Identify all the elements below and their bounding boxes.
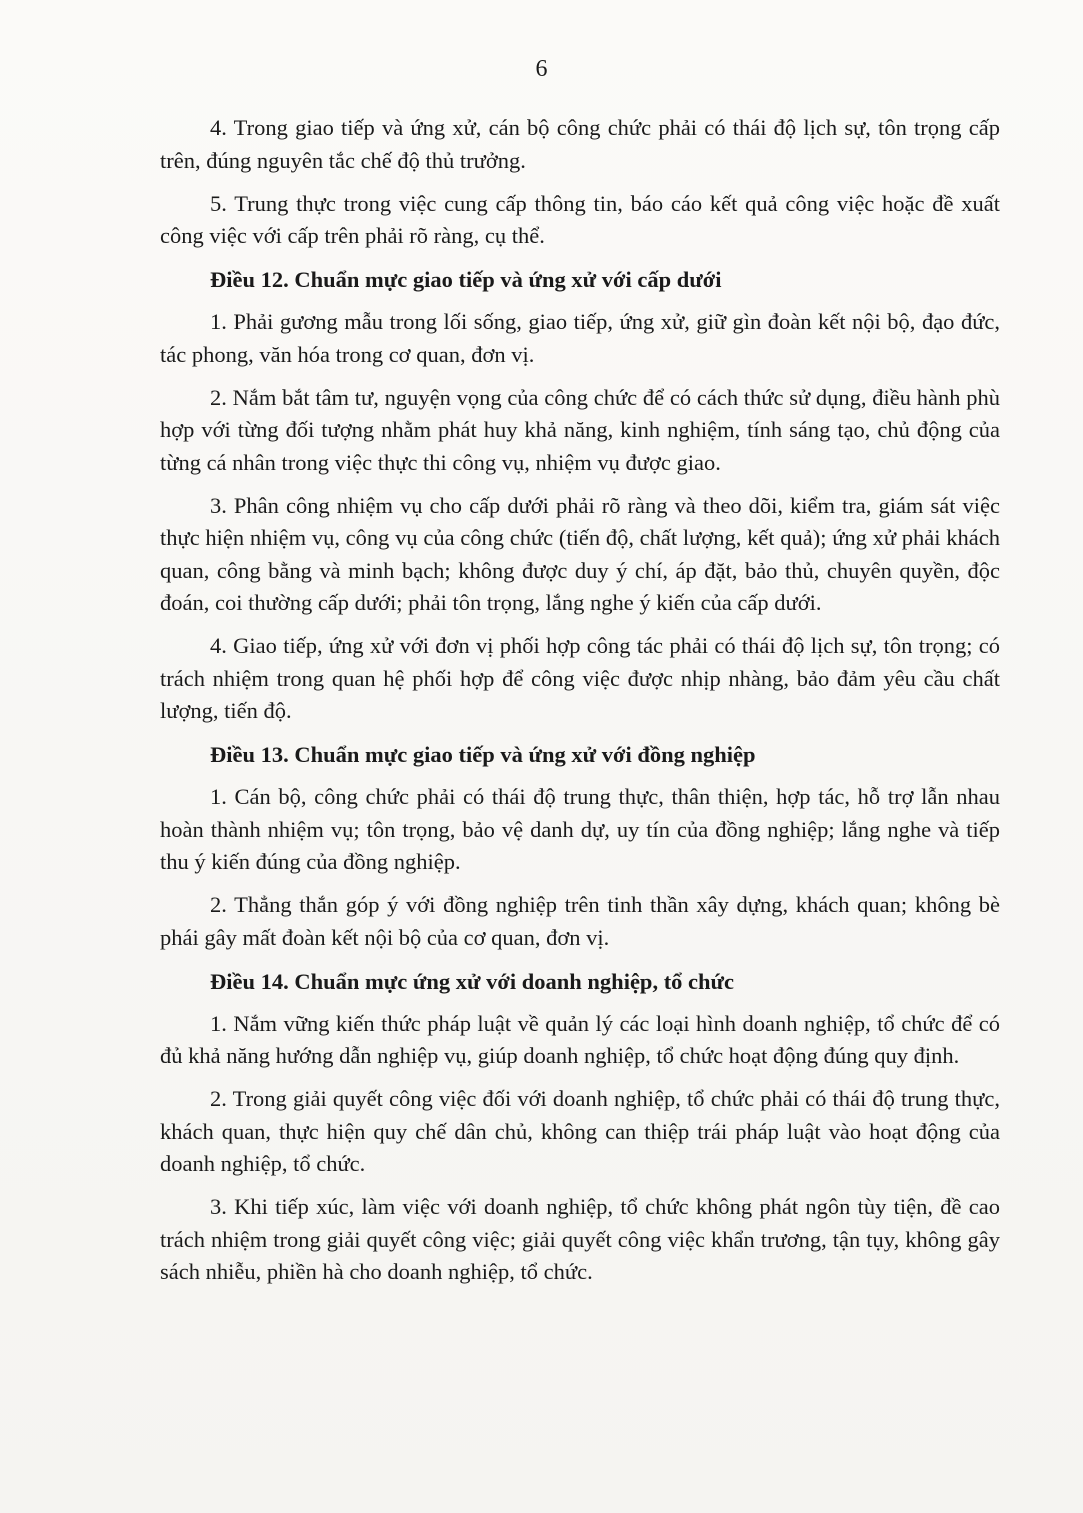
page-number: 6 xyxy=(535,56,548,82)
paragraph: 4. Trong giao tiếp và ứng xử, cán bộ công chức phải có thái độ lịch sự, tôn trọng cấp trên, đúng nguyên tắc chế độ thủ trưởng. xyxy=(160,115,1000,173)
paragraph: 1. Phải gương mẫu trong lối sống, giao tiếp, ứng xử, giữ gìn đoàn kết nội bộ, đạo đức, tác phong, văn hóa trong cơ quan, đơn vị. xyxy=(160,309,1000,367)
article-heading: Điều 12. Chuẩn mực giao tiếp và ứng xử với cấp dưới xyxy=(210,267,722,292)
paragraph: 2. Trong giải quyết công việc đối với doanh nghiệp, tổ chức phải có thái độ trung thực, khách quan, thực hiện quy chế dân chủ, không can thiệp trái pháp luật vào hoạt động của doanh nghiệp, tổ chức. xyxy=(160,1086,1000,1176)
paragraph: 1. Nắm vững kiến thức pháp luật về quản lý các loại hình doanh nghiệp, tổ chức để có đủ khả năng hướng dẫn nghiệp vụ, giúp doanh nghiệp, tổ chức hoạt động đúng quy định. xyxy=(160,1010,1000,1068)
paragraph: 2. Nắm bắt tâm tư, nguyện vọng của công chức để có cách thức sử dụng, điều hành phù hợp với từng đối tượng nhằm phát huy khả năng, kinh nghiệm, tính sáng tạo, chủ động của từng cá nhân trong việc thực thi công vụ, nhiệm vụ được giao. xyxy=(160,384,1000,475)
article-heading: Điều 14. Chuẩn mực ứng xử với doanh nghiệp, tổ chức xyxy=(210,968,735,994)
paragraph: 2. Thẳng thắn góp ý với đồng nghiệp trên tinh thần xây dựng, khách quan; không bè phái gây mất đoàn kết nội bộ của cơ quan, đơn vị. xyxy=(160,892,1000,950)
article-heading: Điều 13. Chuẩn mực giao tiếp và ứng xử với đồng nghiệp xyxy=(210,742,756,767)
document-body xyxy=(160,112,1000,1299)
paragraph: 1. Cán bộ, công chức phải có thái độ trung thực, thân thiện, hợp tác, hỗ trợ lẫn nhau hoàn thành nhiệm vụ; tôn trọng, bảo vệ danh dự, uy tín của đồng nghiệp; lắng nghe và tiếp thu ý kiến đúng của đồng nghiệp. xyxy=(160,784,1000,874)
paragraph: 3. Khi tiếp xúc, làm việc với doanh nghiệp, tổ chức không phát ngôn tùy tiện, đề cao trách nhiệm trong giải quyết công việc; giải quyết công việc khẩn trương, tận tụy, không gây sách nhiễu, phiền hà cho doanh nghiệp, tổ chức. xyxy=(160,1194,1000,1284)
paragraph: 4. Giao tiếp, ứng xử với đơn vị phối hợp công tác phải có thái độ lịch sự, tôn trọng; có trách nhiệm trong quan hệ phối hợp để công việc được nhịp nhàng, bảo đảm yêu cầu chất lượng, tiến độ. xyxy=(160,633,1000,723)
paragraph: 5. Trung thực trong việc cung cấp thông tin, báo cáo kết quả công việc hoặc đề xuất công việc với cấp trên phải rõ ràng, cụ thể. xyxy=(160,190,1000,248)
paragraph: 3. Phân công nhiệm vụ cho cấp dưới phải rõ ràng và theo dõi, kiểm tra, giám sát việc thực hiện nhiệm vụ, công vụ của công chức (tiến độ, chất lượng, kết quả); ứng xử phải khách quan, công bằng và minh bạch; không được duy ý chí, áp đặt, bảo thủ, chuyên quyền, độc đoán, coi thường cấp dưới; phải tôn trọng, lắng nghe ý kiến của cấp dưới. xyxy=(160,492,1000,615)
